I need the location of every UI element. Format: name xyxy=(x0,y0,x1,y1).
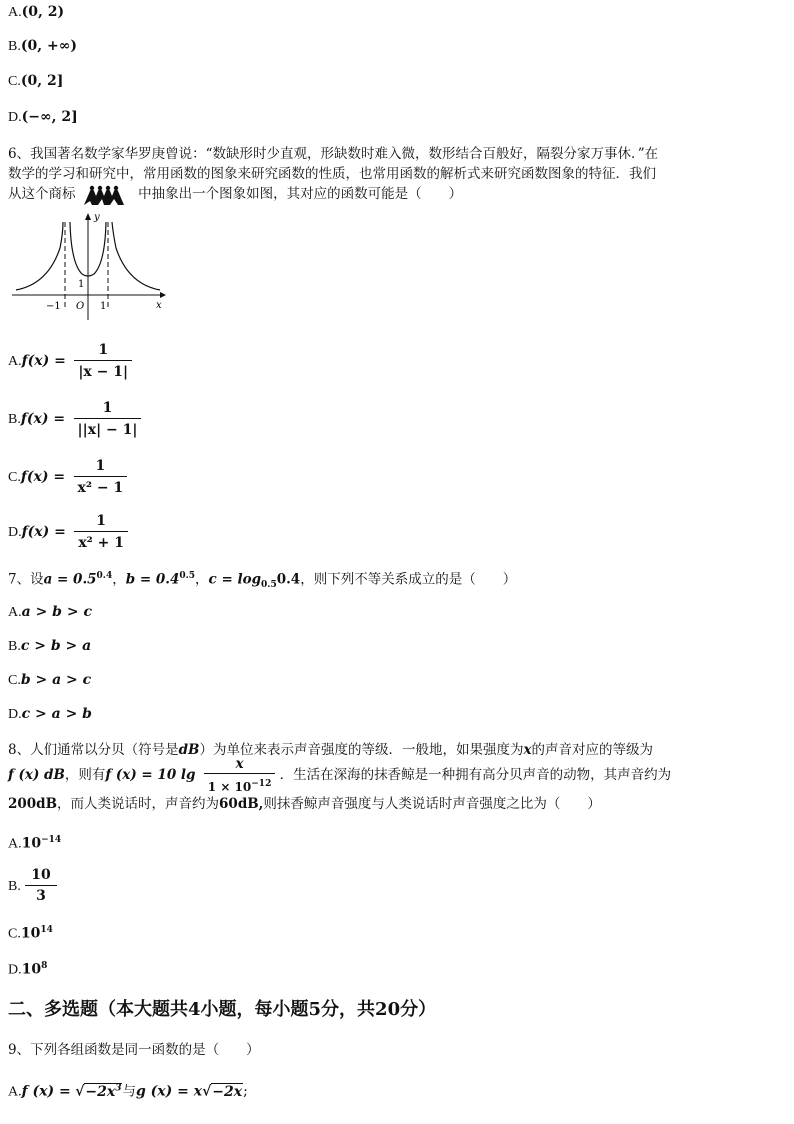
q9-option-a: A.f $(x) = √-2x^3$与g (x) = x√−2x; xyxy=(8,1083,248,1100)
section-2-heading: 二、多选题（本大题共4小题，每小题5分，共20分） xyxy=(8,999,437,1020)
q6-stem-line2: 数学的学习和研究中，常用函数的图象来研究函数的性质，也常用函数的解析式来研究函数图象的特征．我们 xyxy=(8,166,656,182)
q6-stem-line3: 从这个商标 中抽象出一个图象如图，其对应的函数可能是（ ） xyxy=(8,184,462,205)
q7-option-b: B.c > b > a xyxy=(8,638,92,654)
q6-option-b: B.f(x) = $\frac{1}{||x| - 1|}$ xyxy=(8,398,141,441)
q6-option-c: C.f(x) = $\frac{1}{\text{x² − 1}}$ xyxy=(8,456,127,499)
q8-option-b: B. $\frac{10}{3}$ xyxy=(8,866,57,907)
radicand-2: −2x xyxy=(212,1083,243,1100)
q7-option-d: D.c > a > b xyxy=(8,706,92,722)
q6-stem-line1: 6、我国著名数学家华罗庚曾说：“数缺形时少直观，形缺数时难入微，数形结合百般好，隔裂分家万事休．”在 xyxy=(8,146,659,162)
q6-option-a-fraction: $\frac{1}{|x - 1|}$ xyxy=(74,341,132,381)
curve-right-branch xyxy=(112,222,160,290)
radicand-1: $-2x^3$ xyxy=(85,1083,122,1100)
y-axis-arrow xyxy=(85,213,91,220)
tick-label-neg1: −1 xyxy=(46,301,61,312)
q8-option-d: $D.10^8$ xyxy=(8,961,48,978)
q7-option-a: A.a > b > c xyxy=(8,604,92,620)
q7-option-c: C.b > a > c xyxy=(8,672,92,688)
sqrt-sign-2: √ xyxy=(202,1083,212,1100)
q8-option-c: $C.10^{14}$ xyxy=(8,925,53,942)
x-axis-label: x xyxy=(156,300,162,311)
q7-stem: 7、设$a = 0.5^{0.4}$，$b = 0.4^{0.5}$，$c = \log_{0.5}0.4$，则下列不等关系成立的是（ ） xyxy=(8,571,517,591)
q6-option-b-fraction: $\frac{1}{||x| - 1|}$ xyxy=(74,399,142,439)
q6-option-c-fraction: $\frac{1}{\text{x² − 1}}$ xyxy=(74,457,128,497)
q8-formula-fraction: $\frac{x}{1 \times 10^{-12}}$ xyxy=(204,756,276,795)
q8-option-a: $A.10^{-14}$ xyxy=(8,835,62,852)
y-axis-label: y xyxy=(94,212,100,223)
origin-label: O xyxy=(76,301,85,312)
q8-stem-line3: 200dB，而人类说话时，声音约为60dB,则抹香鲸声音强度与人类说话时声音强度之比为（ ） xyxy=(8,796,601,812)
q9-stem: 9、下列各组函数是同一函数的是（ ） xyxy=(8,1042,260,1058)
curve-left-branch xyxy=(16,222,63,290)
q5-option-c: C.(0, 2] xyxy=(8,73,64,89)
q6-option-a: A.f(x) = $\frac{1}{|x - 1|}$ xyxy=(8,340,132,383)
trademark-logo xyxy=(82,185,132,205)
q5-option-b: B.(0, +∞) xyxy=(8,38,77,54)
q8-option-b-fraction: $\frac{10}{3}$ xyxy=(25,867,56,905)
q8-stem-line2: f (x) dB，则有f (x) = 10 lg $\frac{x}{1 \times 10^{-12}}$ ．生活在深海的抹香鲸是一种拥有高分贝声音的动物，其声音约为 xyxy=(8,756,672,794)
q8-stem-line1: 8、人们通常以分贝（符号是dB）为单位来表示声音强度的等级．一般地，如果强度为x的声音对应的等级为 xyxy=(8,742,654,758)
sqrt-sign-1: √ xyxy=(75,1083,85,1100)
q5-option-a: A.(0, 2) xyxy=(8,4,65,20)
y-tick-label-1: 1 xyxy=(78,279,85,290)
x-axis-arrow xyxy=(160,292,166,298)
tick-label-pos1: 1 xyxy=(100,301,107,312)
q6-option-d: D.f(x) = $\frac{1}{\text{x² + 1}}$ xyxy=(8,511,128,554)
q5-option-d: D.(−∞, 2] xyxy=(8,109,78,125)
q6-function-graph xyxy=(8,208,168,323)
q6-option-d-fraction: $\frac{1}{\text{x² + 1}}$ xyxy=(74,512,128,552)
